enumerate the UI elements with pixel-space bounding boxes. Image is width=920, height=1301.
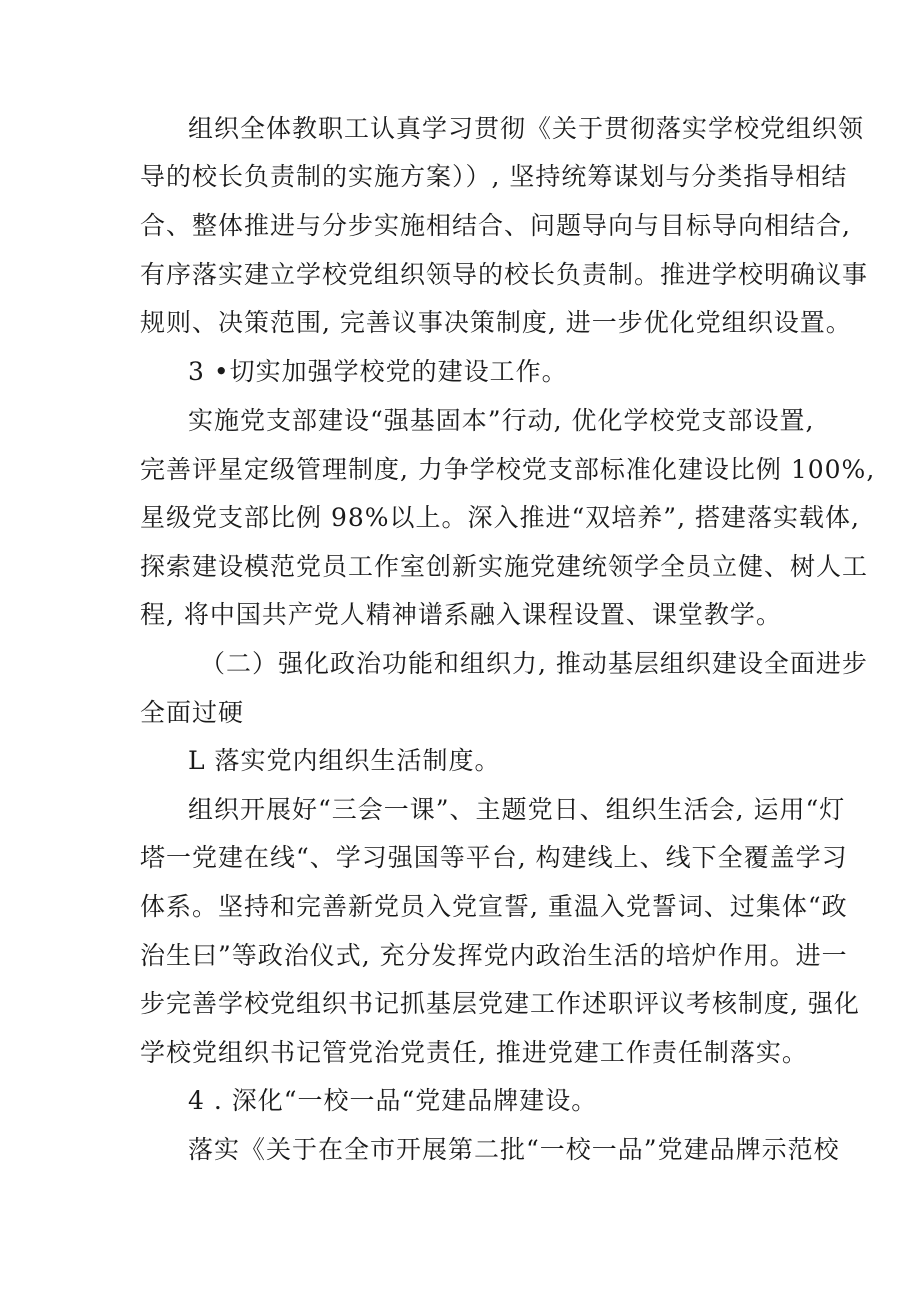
paragraph-line: 探索建设模范党员工作室创新实施党建统领学全员立健、树人工: [140, 552, 869, 581]
paragraph-line: 完善评星定级管理制度, 力争学校党支部标准化建设比例 100%,: [140, 455, 876, 484]
paragraph-line: 组织开展好“三会一课”、主题党日、组织生活会, 运用“灯: [188, 795, 846, 824]
paragraph-line: 有序落实建立学校党组织领导的校长负责制。推进学校明确议事: [140, 260, 869, 289]
paragraph-line: 实施党支部建设“强基固本”行动, 优化学校党支部设置,: [188, 406, 815, 435]
section-heading: 全面过硬: [140, 698, 245, 727]
paragraph-line: 落实《关于在全市开展第二批“一校一品”党建品牌示范校: [188, 1135, 840, 1164]
paragraph-line: 星级党支部比例 98%以上。深入推进“双培养”, 搭建落实载体,: [140, 503, 860, 532]
section-heading: （二）强化政治功能和组织力, 推动基层组织建设全面进步: [200, 649, 868, 678]
paragraph-line: 塔一党建在线“、学习强国等平台, 构建线上、线下全覆盖学习: [140, 843, 848, 872]
paragraph-line: 治生曰”等政治仪式, 充分发挥党内政治生活的培炉作用。进一: [140, 941, 848, 970]
paragraph-line: 步完善学校党组织书记抓基层党建工作述职评议考核制度, 强化: [140, 989, 860, 1018]
section-heading: L 落实党内组织生活制度。: [188, 746, 501, 775]
paragraph-line: 合、整体推进与分步实施相结合、问题导向与目标导向相结合,: [140, 211, 851, 240]
section-heading: 3 •切实加强学校党的建设工作。: [188, 357, 568, 386]
paragraph-line: 体系。坚持和完善新党员入党宣誓, 重温入党誓词、过集体“政: [140, 892, 848, 921]
paragraph-line: 程, 将中国共产党人精神谱系融入课程设置、课堂教学。: [140, 600, 782, 629]
paragraph-line: 学校党组织书记管党治党责任, 推进党建工作责任制落实。: [140, 1038, 808, 1067]
paragraph-line: 组织全体教职工认真学习贯彻《关于贯彻落实学校党组织领: [188, 114, 865, 143]
section-heading: 4 . 深化“一校一品“党建品牌建设。: [188, 1086, 598, 1115]
paragraph-line: 规则、决策范围, 完善议事决策制度, 进一步优化党组织设置。: [140, 308, 852, 337]
paragraph-line: 导的校长负责制的实施方案））, 坚持统筹谋划与分类指导相结: [140, 162, 848, 191]
